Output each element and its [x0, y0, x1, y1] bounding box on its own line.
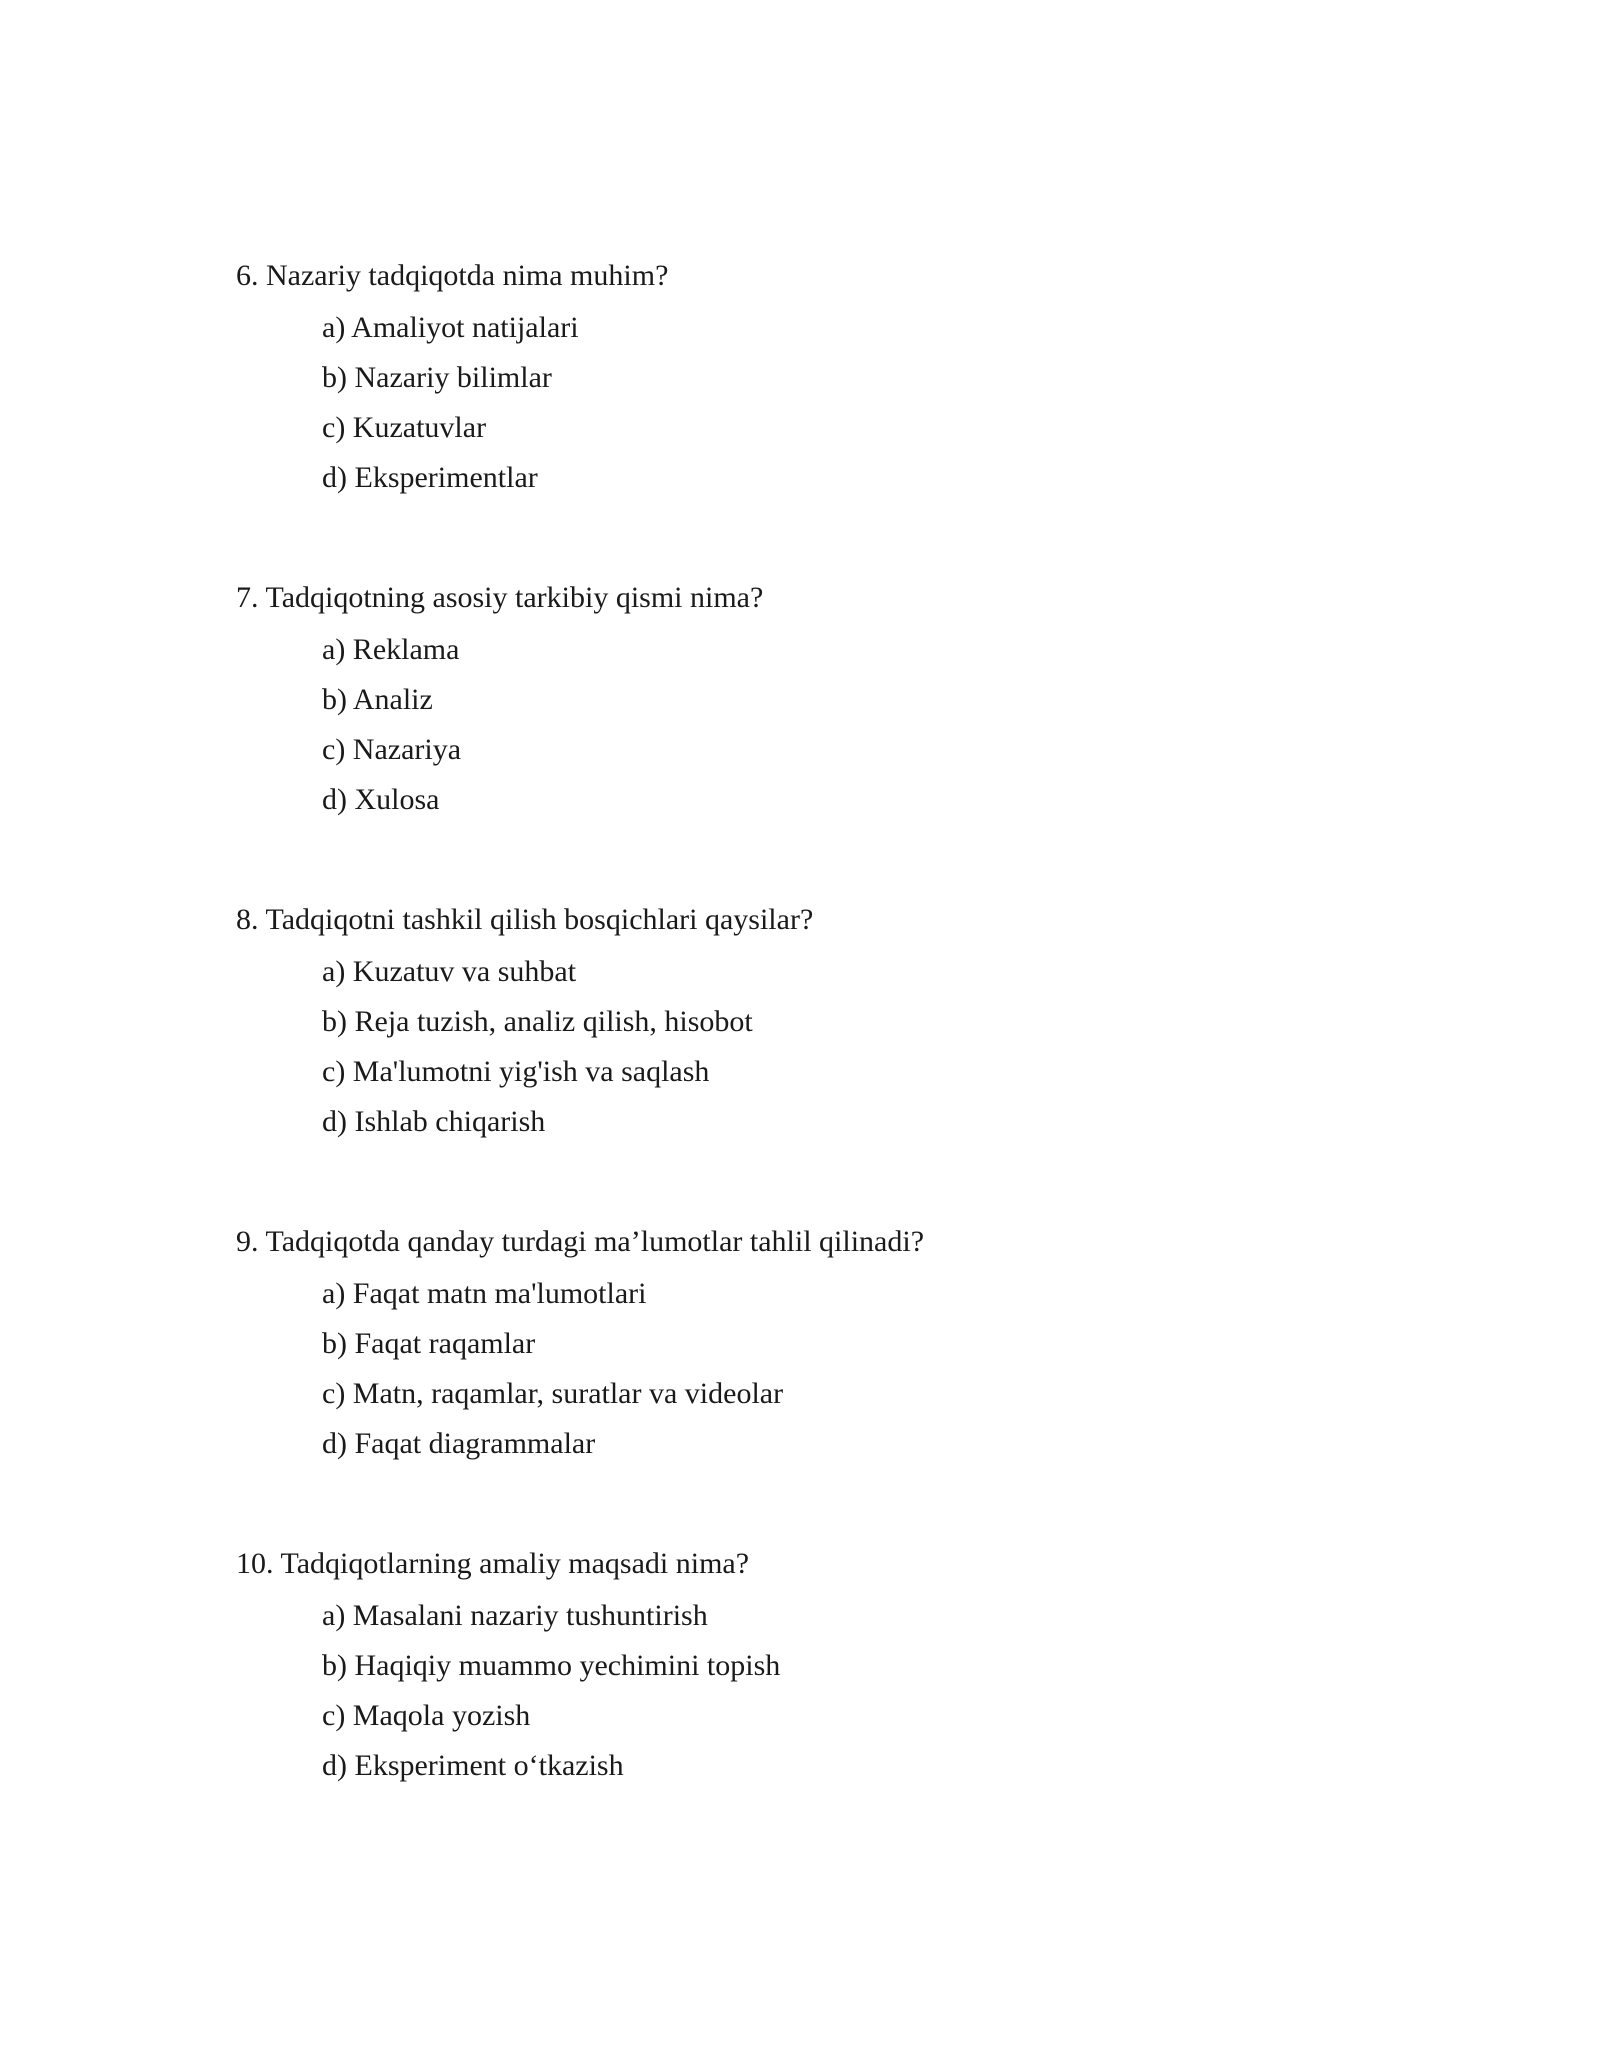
answer-option-d: d) Ishlab chiqarish	[322, 1105, 546, 1138]
answer-option-b: b) Faqat raqamlar	[322, 1327, 536, 1360]
question-title: 6. Nazariy tadqiqotda nima muhim?	[236, 259, 669, 292]
answer-option-b: b) Haqiqiy muammo yechimini topish	[322, 1649, 781, 1682]
answer-options	[322, 1276, 1436, 1476]
question-title: 7. Tadqiqotning asosiy tarkibiy qismi nima?	[236, 581, 764, 614]
answer-options	[322, 954, 1436, 1154]
answer-option-b: b) Analiz	[322, 683, 433, 716]
answer-option-d: d) Eksperiment o‘tkazish	[322, 1749, 624, 1782]
answer-option-b: b) Nazariy bilimlar	[322, 361, 552, 394]
answer-options	[322, 1598, 1436, 1798]
answer-option-a: a) Reklama	[322, 633, 460, 666]
answer-options	[322, 310, 1436, 510]
answer-option-d: d) Eksperimentlar	[322, 461, 538, 494]
answer-option-a: a) Faqat matn ma'lumotlari	[322, 1277, 647, 1310]
question-8	[236, 902, 1436, 1154]
answer-options	[322, 632, 1436, 832]
question-9	[236, 1224, 1436, 1476]
answer-option-a: a) Masalani nazariy tushuntirish	[322, 1599, 708, 1632]
answer-option-c: c) Maqola yozish	[322, 1699, 531, 1732]
answer-option-b: b) Reja tuzish, analiz qilish, hisobot	[322, 1005, 753, 1038]
answer-option-c: c) Kuzatuvlar	[322, 411, 487, 444]
answer-option-a: a) Kuzatuv va suhbat	[322, 955, 577, 988]
answer-option-d: d) Xulosa	[322, 783, 440, 816]
answer-option-a: a) Amaliyot natijalari	[322, 311, 579, 344]
answer-option-d: d) Faqat diagrammalar	[322, 1427, 596, 1460]
answer-option-c: c) Matn, raqamlar, suratlar va videolar	[322, 1377, 784, 1410]
question-10	[236, 1546, 1436, 1798]
answer-option-c: c) Nazariya	[322, 733, 462, 766]
question-7	[236, 580, 1436, 832]
question-6	[236, 258, 1436, 510]
question-title: 9. Tadqiqotda qanday turdagi ma’lumotlar tahlil qilinadi?	[236, 1225, 925, 1258]
answer-option-c: c) Ma'lumotni yig'ish va saqlash	[322, 1055, 710, 1088]
question-title: 8. Tadqiqotni tashkil qilish bosqichlari qaysilar?	[236, 903, 814, 936]
question-title: 10. Tadqiqotlarning amaliy maqsadi nima?	[236, 1547, 750, 1580]
